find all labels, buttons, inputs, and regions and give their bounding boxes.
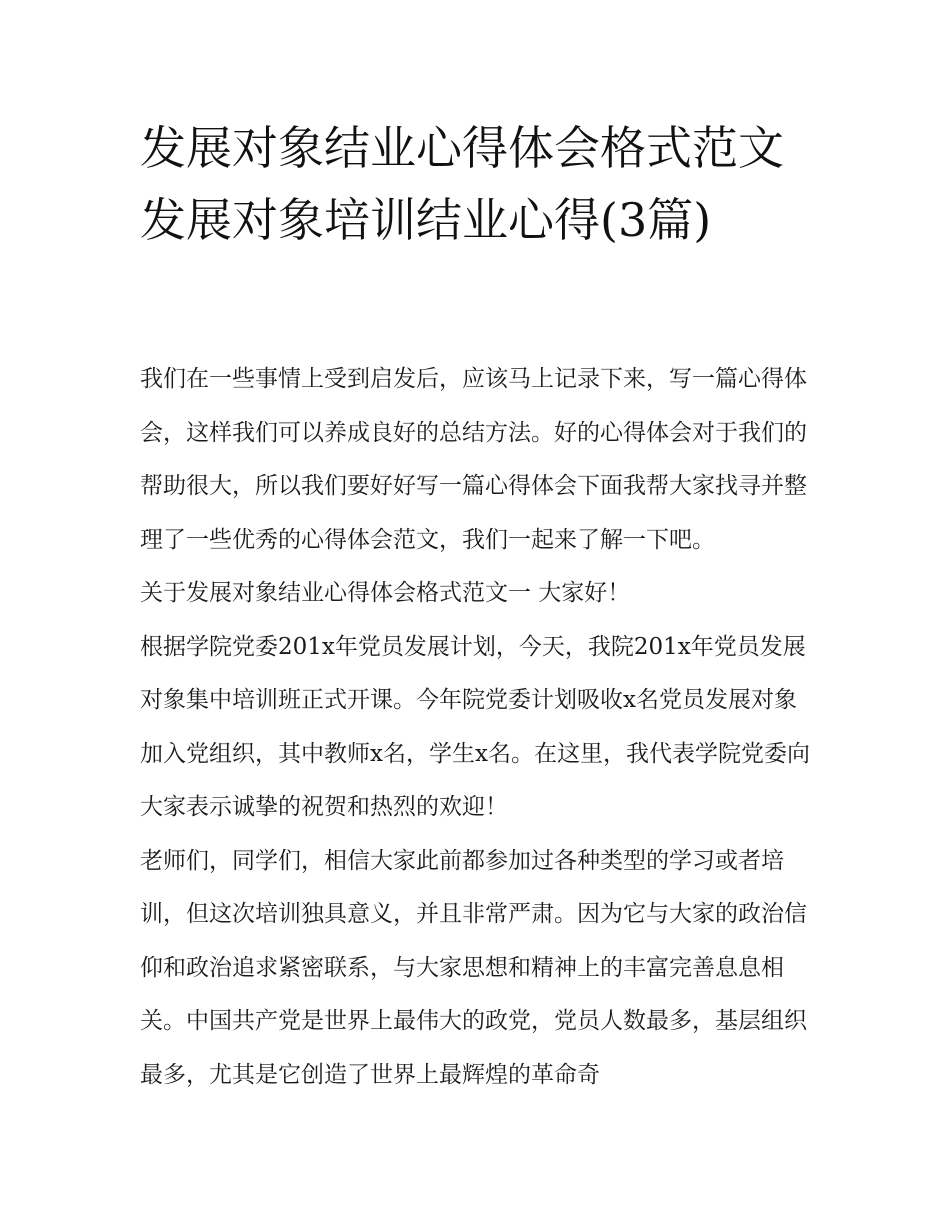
intro-paragraph: 我们在一些事情上受到启发后，应该马上记录下来，写一篇心得体会，这样我们可以养成良好的总结方法。好的心得体会对于我们的帮助很大，所以我们要好好写一篇心得体会下面我帮大家找寻并整理了一些优秀的心得体会范文，我们一起来了解一下吧。 [140, 366, 807, 553]
section-heading-paragraph: 关于发展对象结业心得体会格式范文一 大家好！ [140, 580, 631, 606]
page-title: 发展对象结业心得体会格式范文 发展对象培训结业心得(3篇) [140, 121, 784, 247]
significance-paragraph: 老师们，同学们，相信大家此前都参加过各种类型的学习或者培训，但这次培训独具意义，并且非常严肃。因为它与大家的政治信仰和政治追求紧密联系，与大家思想和精神上的丰富完善息息相关。中国共产党是世界上最伟大的政党，党员人数最多，基层组织最多，尤其是它创造了世界上最辉煌的革命奇 [140, 847, 807, 1088]
document-body [140, 353, 812, 1102]
plan-paragraph: 根据学院党委201x年党员发展计划，今天，我院201x年党员发展对象集中培训班正式开课。今年院党委计划吸收x名党员发展对象加入党组织，其中教师x名，学生x名。在这里，我代表学院党委向大家表示诚挚的祝贺和热烈的欢迎！ [140, 633, 810, 820]
